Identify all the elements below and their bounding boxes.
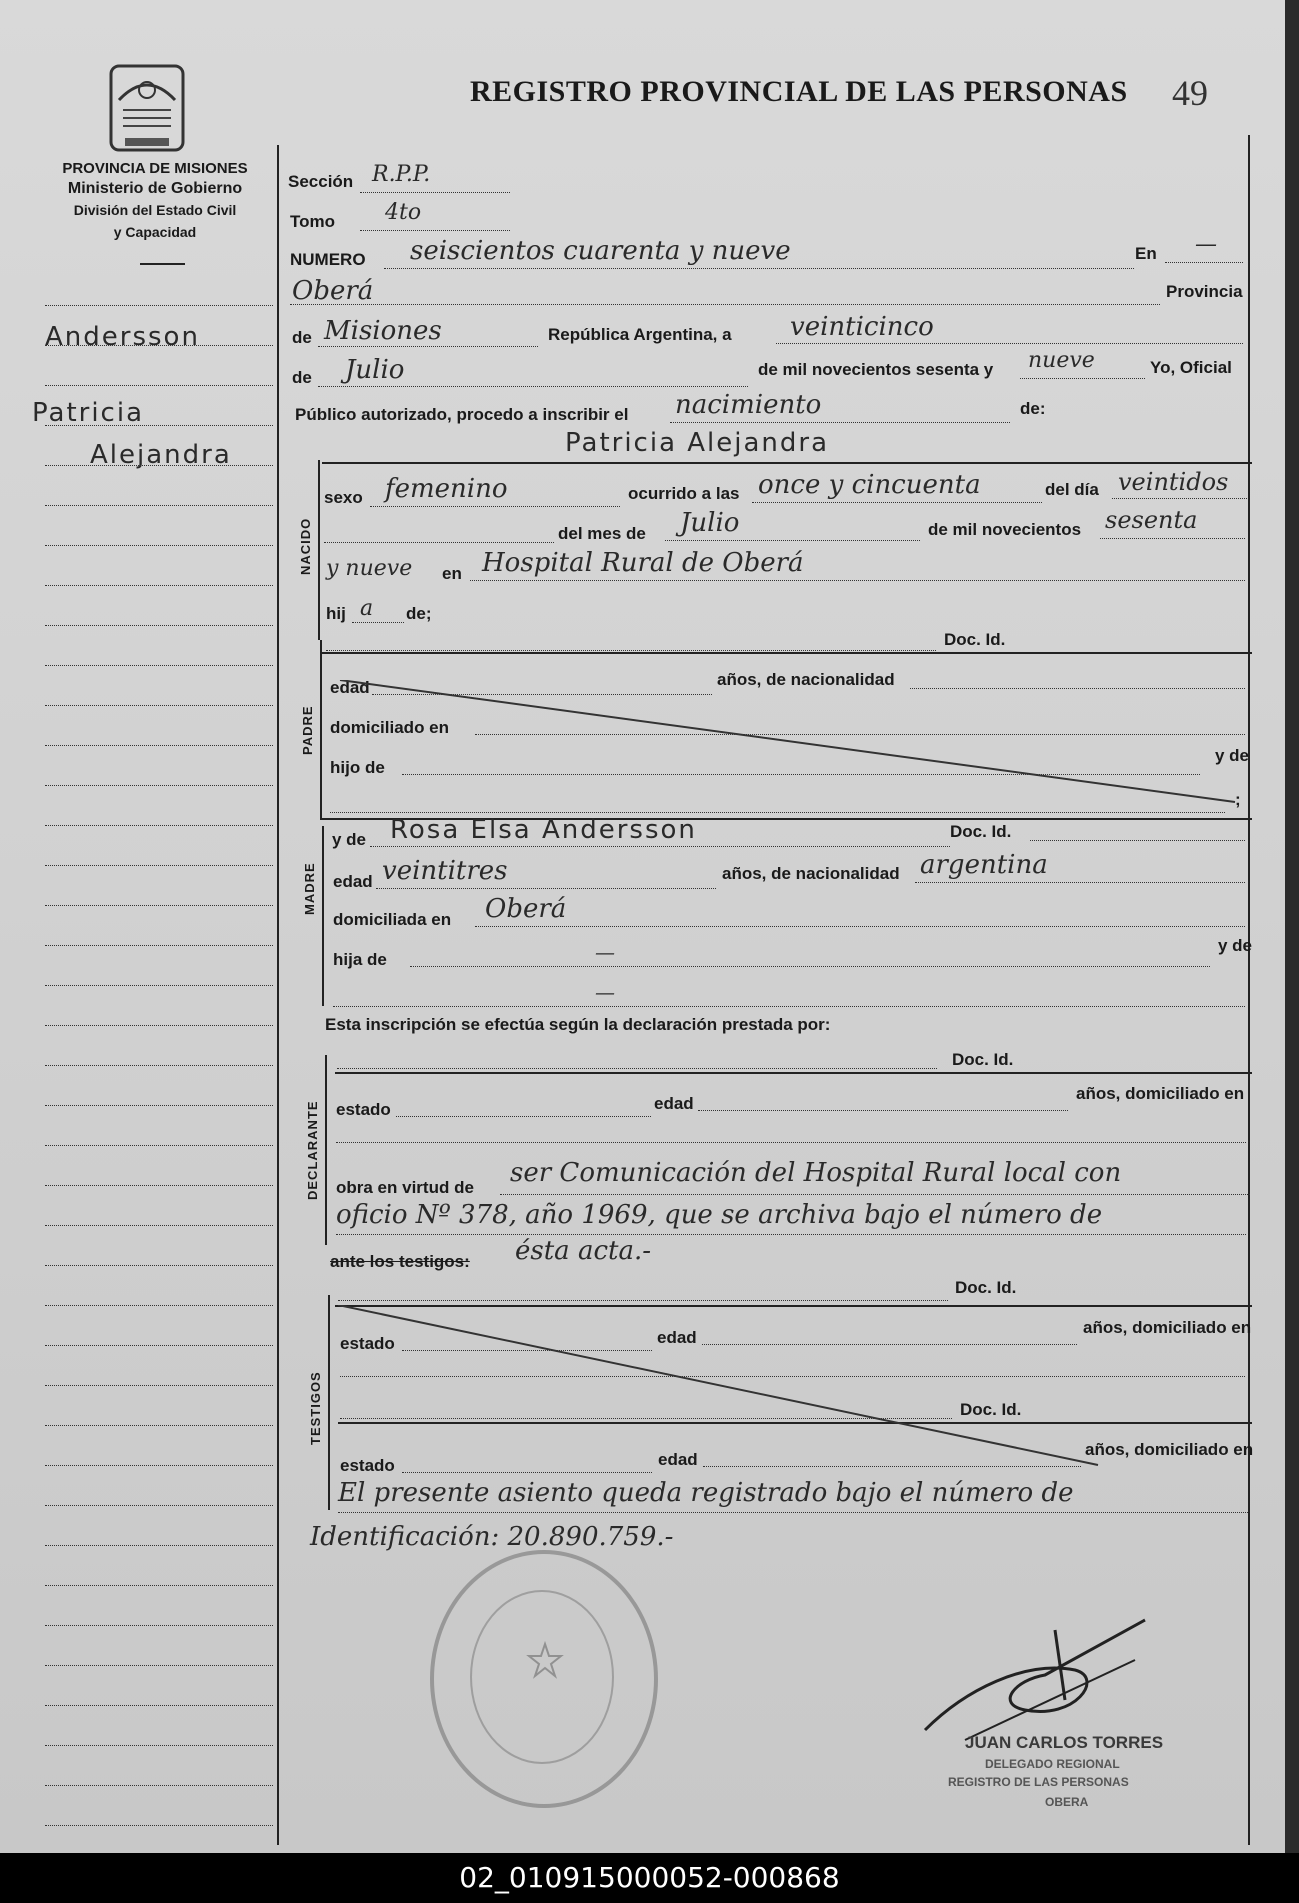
madre-edad-line (376, 888, 716, 889)
agency-line-4: y Capacidad (113, 224, 197, 240)
seccion-label: Sección (288, 172, 354, 191)
madre-hija-value: — (595, 940, 615, 964)
margin-rule (45, 785, 273, 786)
signature-name: JUAN CARLOS TORRES (965, 1733, 1164, 1752)
nacido-section-label: NACIDO (298, 517, 313, 575)
declarante-top-rule (335, 1072, 1252, 1074)
padre-yde-label: y de (1215, 746, 1250, 765)
page-number: 49 (1172, 73, 1208, 113)
madre-extra-value: — (595, 980, 615, 1004)
madre-docid-label: Doc. Id. (950, 822, 1012, 841)
margin-given-2: Alejandra (90, 440, 232, 470)
agency-line-3: División del Estado Civil (73, 202, 237, 218)
madre-hija-line (410, 966, 1210, 967)
en-nacido-label: en (442, 564, 462, 583)
testigo2-docid-label: Doc. Id. (960, 1400, 1022, 1419)
madre-section-label: MADRE (302, 862, 317, 915)
obra-line-2 (336, 1234, 1246, 1235)
agency-divider (140, 263, 185, 265)
declarante-docid-label: Doc. Id. (952, 1050, 1014, 1069)
dia-line (776, 343, 1243, 344)
declarante-name-line (337, 1068, 937, 1069)
anio-line (1020, 378, 1145, 379)
hora-line (752, 502, 1042, 503)
de2-label: de (292, 368, 312, 387)
margin-rule (45, 1025, 273, 1026)
lugar-nacido-line (470, 580, 1245, 581)
obra-value-1: ser Comunicación del Hospital Rural local con (510, 1158, 1122, 1188)
nacido-bottom-rule (322, 652, 1252, 654)
numero-label: NUMERO (290, 250, 366, 269)
margin-rule (45, 1345, 273, 1346)
testigos-label: ante los testigos: (330, 1252, 470, 1271)
nacido-dia-line (1112, 498, 1247, 499)
margin-rule (45, 1105, 273, 1106)
declarante-edad-label: edad (654, 1094, 694, 1113)
nacido-doc-line (326, 650, 936, 651)
margin-rule (45, 1305, 273, 1306)
testigo1-docid-label: Doc. Id. (955, 1278, 1017, 1297)
madre-nombre-value: Rosa Elsa Andersson (390, 815, 697, 845)
testigo2-anios-label: años, domiciliado en (1085, 1440, 1254, 1459)
madre-bracket (322, 826, 324, 1006)
margin-rule (45, 865, 273, 866)
anio1-line (1100, 538, 1245, 539)
padre-edad-label: edad (330, 678, 370, 697)
numero-value: seiscientos cuarenta y nueve (410, 236, 791, 266)
testigo1-name-line (338, 1300, 948, 1301)
declarante-estado-label: estado (336, 1100, 391, 1119)
provincial-emblem-icon (105, 60, 189, 156)
madre-anios-label: años, de nacionalidad (722, 864, 900, 883)
declarante-intro: Esta inscripción se efectúa según la declaración prestada por: (325, 1015, 831, 1034)
declarante-edad-line (698, 1110, 1068, 1111)
testigo1-anios-label: años, domiciliado en (1083, 1318, 1252, 1337)
testigos-cancel-stroke (338, 1305, 1258, 1470)
lugar-value: Oberá (292, 276, 374, 306)
margin-rule (45, 625, 273, 626)
delmes-label: del mes de (558, 524, 646, 543)
margin-rule (45, 1225, 273, 1226)
dia-value: veinticinco (790, 312, 934, 342)
anio2-value: y nueve (326, 556, 413, 581)
acto-line (670, 422, 1010, 423)
mes-line (318, 386, 748, 387)
page-edge-shadow (1285, 0, 1299, 1853)
madre-nombre-line (370, 846, 950, 847)
en-value: — (1195, 232, 1217, 257)
anio-label: de mil novecientos sesenta y (758, 360, 994, 379)
margin-rule (45, 1705, 273, 1706)
madre-extra-line (333, 1006, 1245, 1007)
margin-rule (45, 945, 273, 946)
obra-label: obra en virtud de (336, 1178, 474, 1197)
agency-line-2: Ministerio de Gobierno (67, 180, 243, 197)
testigos-value: ésta acta.- (515, 1236, 652, 1266)
margin-rule (45, 345, 273, 346)
margin-rule (45, 585, 273, 586)
margin-rule (45, 1265, 273, 1266)
padre-semicolon: ; (1235, 790, 1241, 809)
declarante-estado-line (396, 1116, 651, 1117)
nombre-line (322, 462, 1252, 464)
padre-hijo-label: hijo de (330, 758, 385, 777)
margin-rule (45, 1745, 273, 1746)
margin-rule (45, 425, 273, 426)
en-label: En (1135, 244, 1157, 263)
en-line (1165, 262, 1243, 263)
sexo-value: femenino (385, 474, 508, 504)
margin-rule (45, 745, 273, 746)
declarante-bracket (325, 1055, 327, 1245)
publico-label: Público autorizado, procedo a inscribir el (295, 405, 629, 424)
margin-rule (45, 1785, 273, 1786)
madre-edad-label: edad (333, 872, 373, 891)
margin-rule (45, 1505, 273, 1506)
margin-rule (45, 665, 273, 666)
padre-anios-label: años, de nacionalidad (717, 670, 895, 689)
margin-given-1: Patricia (32, 398, 145, 428)
ocurrido-label: ocurrido a las (628, 484, 740, 503)
testigo1-estado-label: estado (340, 1334, 395, 1353)
hija-de-label: de; (406, 604, 432, 623)
declarante-domicilio-line (336, 1142, 1246, 1143)
nombre-value: Patricia Alejandra (565, 428, 830, 458)
madre-doc-line (1030, 840, 1245, 841)
obra-value-2: oficio Nº 378, año 1969, que se archiva bajo el número de (336, 1200, 1103, 1230)
tomo-value: 4to (385, 200, 422, 225)
signature-title-1: DELEGADO REGIONAL (985, 1757, 1120, 1771)
declarante-anios-label: años, domiciliado en (1076, 1084, 1245, 1103)
signature-title-2: REGISTRO DE LAS PERSONAS (948, 1775, 1129, 1789)
padre-domiciliado-label: domiciliado en (330, 718, 450, 737)
hija-suffix: a (360, 596, 374, 621)
madre-domiciliada-label: domiciliada en (333, 910, 452, 929)
obra-line-1 (500, 1194, 1250, 1195)
signature-place: OBERA (1045, 1795, 1089, 1809)
madre-hija-label: hija de (333, 950, 387, 969)
margin-surname: Andersson (45, 322, 200, 352)
sexo-label: sexo (324, 488, 363, 507)
margin-rule (45, 1385, 273, 1386)
madre-yde-label: y de (332, 830, 367, 849)
margin-rule (45, 1465, 273, 1466)
tomo-label: Tomo (290, 212, 336, 231)
margin-rule (45, 1425, 273, 1426)
margin-rule (45, 465, 273, 466)
seccion-line (360, 192, 510, 193)
madre-domicilio-value: Oberá (485, 894, 567, 924)
nacido-blank-line (324, 542, 554, 543)
de3-label: de: (1020, 399, 1046, 418)
right-border (1248, 135, 1250, 1845)
testigo2-estado-line (402, 1472, 652, 1473)
madre-nac-line (915, 882, 1245, 883)
republica-label: República Argentina, a (548, 325, 732, 344)
lugar-line (290, 304, 1160, 305)
anio-value: nueve (1028, 348, 1095, 373)
nacido-bracket (318, 460, 320, 640)
testigo1-edad-label: edad (657, 1328, 697, 1347)
margin-rule (45, 705, 273, 706)
mes-value: Julio (345, 355, 405, 385)
signature-scribble-icon (905, 1600, 1165, 1750)
seccion-value: R.P.P. (372, 162, 431, 187)
margin-rule (45, 905, 273, 906)
margin-rule (45, 305, 273, 306)
hora-value: once y cincuenta (758, 470, 981, 500)
provincia-label: Provincia (1166, 282, 1243, 301)
agency-line-1: PROVINCIA DE MISIONES (62, 160, 248, 177)
padre-cancel-stroke (330, 680, 1250, 810)
testigo2-edad-label: edad (658, 1450, 698, 1469)
madre-nac-value: argentina (920, 850, 1048, 880)
stamp-star-icon (525, 1640, 565, 1680)
provincia-value: Misiones (324, 316, 442, 346)
padre-bracket (320, 640, 322, 820)
padre-extra-line (330, 812, 1225, 813)
hija-suffix-line (352, 622, 404, 623)
madre-yde2-label: y de (1218, 936, 1253, 955)
margin-rule (45, 1145, 273, 1146)
margin-rule (45, 505, 273, 506)
oficial-label: Yo, Oficial (1150, 358, 1232, 377)
nacido-mes-line (665, 540, 920, 541)
provincia-line (318, 346, 538, 347)
lugar-nacido-value: Hospital Rural de Oberá (482, 548, 804, 578)
margin-rule (45, 1625, 273, 1626)
testigos-section-label: TESTIGOS (308, 1371, 323, 1445)
margin-rule (45, 1185, 273, 1186)
margin-rule (45, 985, 273, 986)
margin-rule (45, 1665, 273, 1666)
file-id-bar: 02_010915000052-000868 (0, 1853, 1299, 1903)
numero-line (384, 268, 1134, 269)
de-label: de (292, 328, 312, 347)
hija-label: hij (326, 604, 346, 623)
nacido-docid-label: Doc. Id. (944, 630, 1006, 649)
madre-edad-value: veintitres (382, 856, 508, 886)
margin-rule (45, 1825, 273, 1826)
padre-section-label: PADRE (300, 705, 315, 755)
acto-value: nacimiento (675, 390, 822, 420)
deldia-label: del día (1045, 480, 1099, 499)
margin-rule (45, 825, 273, 826)
margin-rule (45, 1585, 273, 1586)
declarante-section-label: DECLARANTE (305, 1100, 320, 1200)
margin-rule (45, 385, 273, 386)
closing-line-2: Identificación: 20.890.759.- (310, 1522, 674, 1552)
anio1-value: sesenta (1105, 506, 1198, 534)
margin-rule (45, 1065, 273, 1066)
milnov-label: de mil novecientos (928, 520, 1082, 539)
margin-rule (45, 545, 273, 546)
margin-divider (277, 145, 279, 1845)
closing-line-1-rule (338, 1512, 1248, 1513)
closing-line-1: El presente asiento queda registrado bajo el número de (338, 1478, 1074, 1508)
page-title: REGISTRO PROVINCIAL DE LAS PERSONAS (470, 75, 1128, 108)
tomo-line (360, 230, 510, 231)
sexo-line (370, 506, 620, 507)
testigo2-estado-label: estado (340, 1456, 395, 1475)
margin-rule (45, 1545, 273, 1546)
nacido-mes-value: Julio (680, 508, 740, 538)
madre-domicilio-line (475, 926, 1245, 927)
nacido-dia-value: veintidos (1118, 468, 1229, 496)
testigos-bracket (328, 1295, 330, 1510)
